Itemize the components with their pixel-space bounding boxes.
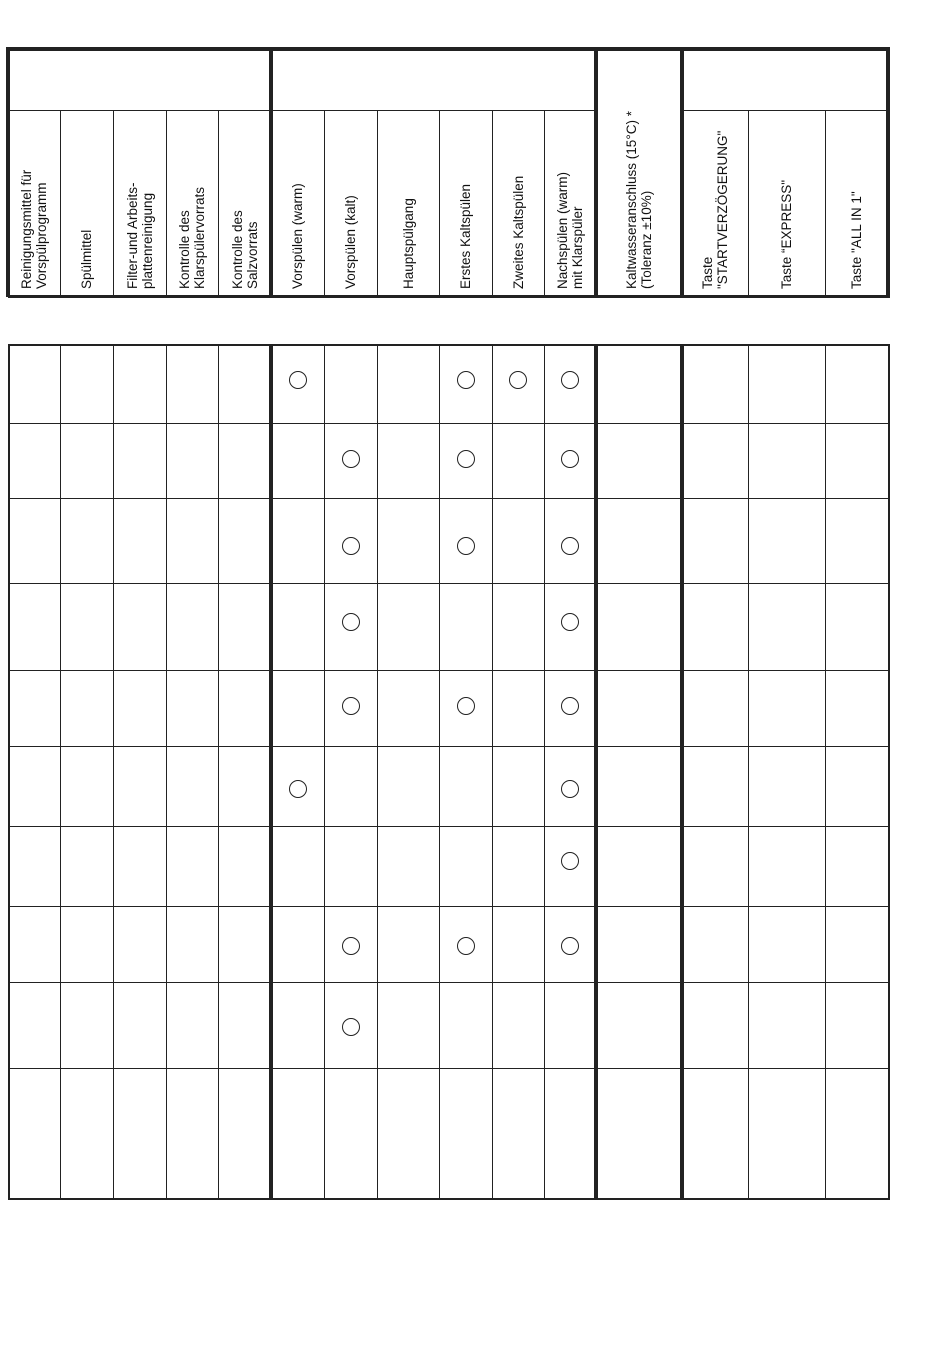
row-8-vorspuelen-kalt-mark <box>342 937 360 955</box>
row-1-zweites-kaltspuelen-mark <box>509 371 527 389</box>
table-column-rule <box>324 344 325 1198</box>
table-row-rule <box>8 746 890 747</box>
column-header-nachspuelen: Nachspülen (warm) mit Klarspüler <box>555 171 585 289</box>
row-3-nachspuelen-mark <box>561 537 579 555</box>
row-7-nachspuelen-mark <box>561 852 579 870</box>
table-row-rule <box>8 423 890 424</box>
row-1-erstes-kaltspuelen-mark <box>457 371 475 389</box>
row-1-nachspuelen-mark <box>561 371 579 389</box>
column-header-taste-start: Taste "STARTVERZÖGERUNG" <box>700 130 730 289</box>
column-header-hauptspuelgang: Hauptspülgang <box>400 198 416 289</box>
column-header-erstes-kaltspuelen: Erstes Kaltspülen <box>458 183 473 289</box>
row-9-vorspuelen-kalt-mark <box>342 1018 360 1036</box>
column-header-taste-express: Taste “EXPRESS" <box>779 179 794 289</box>
row-8-erstes-kaltspuelen-mark <box>457 937 475 955</box>
table-row-rule <box>8 906 890 907</box>
table-column-rule <box>594 344 598 1198</box>
row-1-vorspuelen-warm-mark <box>289 371 307 389</box>
row-2-erstes-kaltspuelen-mark <box>457 450 475 468</box>
table-row-rule <box>8 670 890 671</box>
table-column-rule <box>218 344 219 1198</box>
table-row-rule <box>8 982 890 983</box>
table-column-rule <box>8 344 10 1198</box>
table-column-rule <box>166 344 167 1198</box>
table-column-rule <box>825 344 826 1198</box>
table-column-rule <box>377 344 378 1198</box>
column-header-vorspuelen-warm: Vorspülen (warm) <box>290 183 305 289</box>
table-column-rule <box>492 344 493 1198</box>
row-4-vorspuelen-kalt-mark <box>342 613 360 631</box>
table-column-rule <box>439 344 440 1198</box>
table-column-rule <box>544 344 545 1198</box>
column-header-kaltwasser: Kaltwasseranschluss (15°C) * (Toleranz ±10%) <box>624 111 654 289</box>
table-row-rule <box>8 583 890 584</box>
column-header-reinigungsmittel: Reinigungsmittel für Vorspülprogramm <box>19 169 49 289</box>
row-3-erstes-kaltspuelen-mark <box>457 537 475 555</box>
row-2-vorspuelen-kalt-mark <box>342 450 360 468</box>
column-header-salz: Kontrolle des Salzvorrats <box>229 210 260 289</box>
column-header-filter: Filter-und Arbeits- plattenreinigung <box>124 182 155 289</box>
row-6-vorspuelen-warm-mark <box>289 780 307 798</box>
table-column-rule <box>680 344 684 1198</box>
table-row-rule <box>8 1068 890 1069</box>
row-3-vorspuelen-kalt-mark <box>342 537 360 555</box>
table-row-rule <box>8 826 890 827</box>
table-row-rule <box>8 344 890 346</box>
table-column-rule <box>113 344 114 1198</box>
row-2-nachspuelen-mark <box>561 450 579 468</box>
column-header-taste-allin1: Taste "ALL IN 1" <box>849 191 864 289</box>
column-header-spuelmittel: Spülmittel <box>79 229 94 289</box>
table-column-rule <box>60 344 61 1198</box>
table-column-rule <box>888 344 890 1198</box>
table-row-rule <box>8 498 890 499</box>
row-4-nachspuelen-mark <box>561 613 579 631</box>
table-row-rule <box>8 1198 890 1200</box>
table-column-rule <box>748 344 749 1198</box>
row-6-nachspuelen-mark <box>561 780 579 798</box>
column-header-zweites-kaltspuelen: Zweites Kaltspülen <box>510 175 526 289</box>
row-5-erstes-kaltspuelen-mark <box>457 697 475 715</box>
table-column-rule <box>269 344 273 1198</box>
row-8-nachspuelen-mark <box>561 937 579 955</box>
column-header-klarspueler: Kontrolle des Klarspülervorrats <box>177 186 207 289</box>
header-top-rule <box>8 47 890 51</box>
row-5-vorspuelen-kalt-mark <box>342 697 360 715</box>
row-5-nachspuelen-mark <box>561 697 579 715</box>
column-header-vorspuelen-kalt: Vorspülen (kalt) <box>343 195 358 289</box>
